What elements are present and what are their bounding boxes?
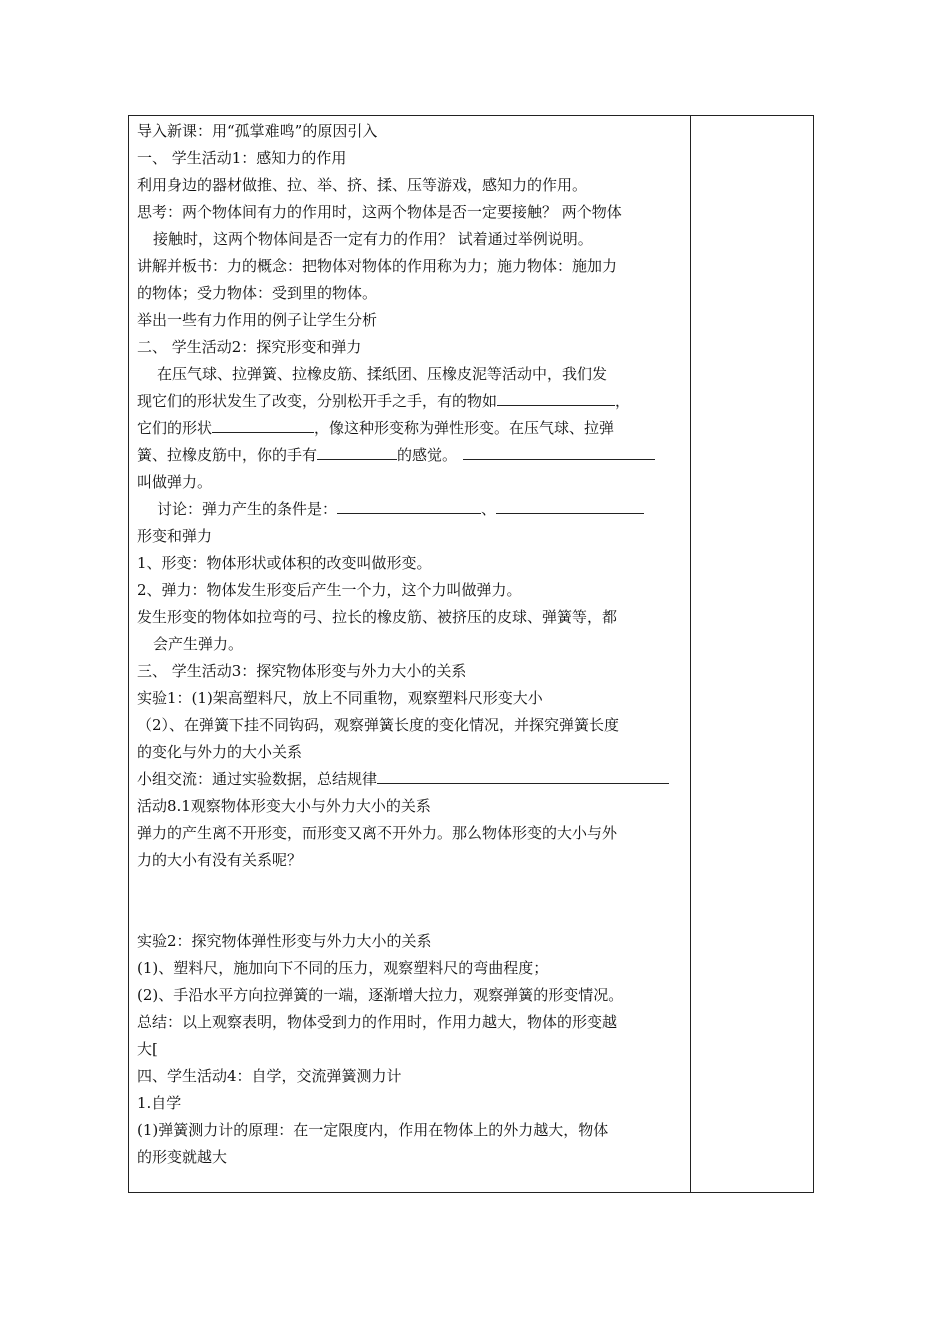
text-line: 利用身边的器材做推、拉、举、挤、揉、压等游戏，感知力的作用。 (137, 176, 588, 194)
text-line: 实验2：探究物体弹性形变与外力大小的关系 (137, 932, 432, 950)
text-segment: 的感觉。 (397, 446, 458, 464)
text-segment: 现它们的形状发生了改变，分别松开手之手，有的物如 (137, 392, 498, 410)
text-line (137, 388, 685, 415)
text-line: (2)、手沿水平方向拉弹簧的一端，逐渐增大拉力，观察弹簧的形变情况。 (137, 986, 624, 1004)
text-line: 发生形变的物体如拉弯的弓、拉长的橡皮筋、被挤压的皮球、弹簧等，都 (137, 608, 618, 626)
text-line: 实验1：(1)架高塑料尺，放上不同重物，观察塑料尺形变大小 (137, 689, 543, 707)
text-line: （2）、在弹簧下挂不同钩码，观察弹簧长度的变化情况，并探究弹簧长度 (137, 716, 620, 734)
intro-line: 导入新课：用“孤掌难鸣”的原因引入 (137, 122, 378, 140)
text-line: 大[ (137, 1040, 158, 1058)
activity-1-heading: 一、 学生活动1：感知力的作用 (137, 149, 347, 167)
fill-blank[interactable] (377, 766, 669, 784)
text-line: 的形变就越大 (137, 1148, 228, 1166)
text-line: 思考：两个物体间有力的作用时，这两个物体是否一定要接触？ 两个物体 (137, 203, 622, 221)
text-line: (1)、塑料尺，施加向下不同的压力，观察塑料尺的弯曲程度； (137, 959, 549, 977)
activity-3-heading: 三、 学生活动3：探究物体形变与外力大小的关系 (137, 662, 467, 680)
text-segment: ， (615, 392, 631, 410)
text-segment: 它们的形状 (137, 419, 213, 437)
text-line: 2、弹力：物体发生形变后产生一个力，这个力叫做弹力。 (137, 581, 522, 599)
text-segment: 簧、拉橡皮筋中，你的手有 (137, 446, 318, 464)
fill-blank[interactable] (212, 415, 314, 433)
activity-2-heading: 二、 学生活动2：探究形变和弹力 (137, 338, 362, 356)
text-line: 1.自学 (137, 1094, 182, 1112)
fill-blank[interactable] (337, 496, 481, 514)
fill-blank[interactable] (496, 496, 644, 514)
text-line (137, 496, 685, 523)
activity-4-heading: 四、学生活动4：自学，交流弹簧测力计 (137, 1067, 402, 1085)
text-line: 弹力的产生离不开形变，而形变又离不开外力。那么物体形变的大小与外 (137, 824, 618, 842)
text-line: 1、形变：物体形状或体积的改变叫做形变。 (137, 554, 432, 572)
fill-blank[interactable] (317, 442, 397, 460)
text-line: 活动8.1观察物体形变大小与外力大小的关系 (137, 797, 431, 815)
text-line: 的物体；受力物体：受到里的物体。 (137, 284, 378, 302)
fill-blank[interactable] (463, 442, 655, 460)
lesson-content-cell (137, 118, 685, 1171)
spacer (137, 874, 685, 928)
text-line: 会产生弹力。 (153, 635, 244, 653)
text-line (137, 442, 685, 469)
text-line: 叫做弹力。 (137, 473, 213, 491)
fill-blank[interactable] (497, 388, 615, 406)
text-segment: 讨论：弹力产生的条件是： (157, 500, 338, 518)
text-segment: 、 (481, 500, 497, 518)
text-segment: 小组交流：通过实验数据，总结规律 (137, 770, 378, 788)
text-segment: ，像这种形变称为弹性形变。在压气球、拉弹 (314, 419, 615, 437)
section-heading: 形变和弹力 (137, 527, 213, 545)
lesson-table (128, 115, 814, 1193)
column-divider (690, 116, 691, 1192)
text-line: 讲解并板书：力的概念：把物体对物体的作用称为力；施力物体：施加力 (137, 257, 618, 275)
text-line: 在压气球、拉弹簧、拉橡皮筋、揉纸团、压橡皮泥等活动中，我们发 (157, 365, 608, 383)
text-line (137, 415, 685, 442)
text-line: 举出一些有力作用的例子让学生分析 (137, 311, 378, 329)
text-line: 总结：以上观察表明，物体受到力的作用时，作用力越大，物体的形变越 (137, 1013, 618, 1031)
text-line: 接触时，这两个物体间是否一定有力的作用？ 试着通过举例说明。 (153, 230, 593, 248)
text-line: 的变化与外力的大小关系 (137, 743, 303, 761)
text-line: (1)弹簧测力计的原理：在一定限度内，作用在物体上的外力越大，物体 (137, 1121, 609, 1139)
text-line: 力的大小有没有关系呢？ (137, 851, 303, 869)
text-line (137, 766, 685, 793)
